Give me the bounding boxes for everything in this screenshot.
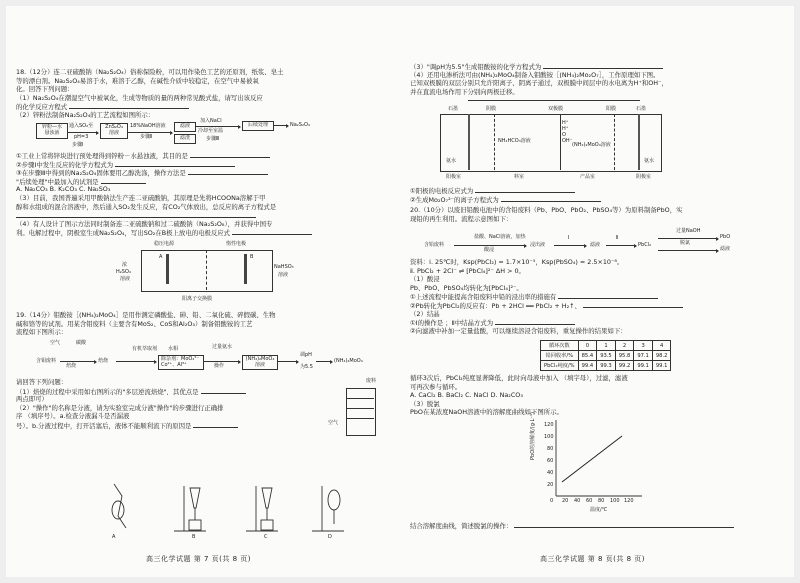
q18-3-1: （3）目前，我国普遍采用甲酸钠法生产连二亚硫酸钠，其原理是先将HCOONa溶解于甲: [16, 193, 266, 202]
flow-label: 过量氨水: [212, 344, 233, 350]
q18-line-5: 的化学反应方程式: [16, 103, 68, 111]
q19-4-3: 并在直流电场作用下分别向两极迁移。: [410, 87, 519, 96]
flow-product: (NH₄)₂MoO₄: [334, 358, 363, 364]
electrode-a-label: A: [159, 254, 163, 260]
q18-2-4: "后续处理"中最加入的试剂是: [16, 177, 99, 186]
furnace-body: [346, 388, 376, 436]
flow-label: 步骤Ⅰ: [72, 142, 84, 148]
table-header-cell: 4: [652, 341, 671, 351]
x-tick: 100: [610, 498, 620, 504]
membrane-label: 双极膜: [548, 106, 564, 112]
q18-line-4: （1）Na₂S₂O₄在潮湿空气中被氧化，生成等物质的量的两种常见酸式盐，请写出该反应: [16, 93, 263, 102]
page-7: [16, 6, 398, 577]
furnace-layer: [346, 398, 374, 399]
flow-product: Na₂S₂O₄: [290, 122, 310, 128]
flow-label: 加入NaCl: [200, 118, 222, 124]
q20-data-2: ⅱ. PbCl₂ + 2Cl⁻ ⇌ [PbCl₄]²⁻ ΔH > 0。: [410, 266, 525, 275]
q20-1-a: Pb、PbO、PbSO₄均转化为[PbCl₄]²⁻。: [410, 283, 523, 292]
flow-box-ammonium: (NH₄)₂MoO₄ 溶液: [242, 355, 278, 370]
chamber-label: 氨水: [446, 158, 457, 164]
apparatus-label: A: [112, 534, 116, 540]
flow-box-filtrate2: 滤液: [720, 246, 731, 252]
flow-box-filtrate: 滤液: [174, 122, 196, 132]
q19-4-2: 已知双极膜的双层分别只允许阳离子、阴离子通过，双极膜中间层中的水电离为H⁺和OH⁻，: [410, 79, 668, 88]
flow-arrow: [60, 361, 96, 362]
q19-2-5: 号）。b.分液过程中，打开活塞后，液体不能顺利流下的原因是: [16, 421, 192, 430]
q19-4b: ②生成Mo₂O₇²⁻的离子方程式为: [410, 195, 499, 204]
q18-intro: [16, 68, 396, 120]
answer-blank[interactable]: [514, 521, 634, 528]
flow-arrow: [658, 238, 718, 239]
answer-blank[interactable]: [190, 151, 270, 158]
q20-intro: [410, 206, 790, 223]
table-cell: 85.4: [578, 351, 597, 361]
q20-line-2: 现铅的再生利用。流程示意图如下：: [410, 214, 513, 223]
apparatus-c: [246, 486, 278, 531]
answer-blank[interactable]: [558, 292, 658, 299]
cell-label: 惰性电极: [226, 241, 247, 247]
flow-label: pH=3: [74, 134, 89, 140]
cell-label: H₂SO₄: [116, 269, 131, 275]
chamber-label: (NH₄)₂MoO₄溶液: [572, 142, 611, 148]
membrane-yin: [494, 114, 495, 170]
table-cell: 铅回收率/%: [541, 351, 579, 361]
table-row: [541, 351, 671, 361]
y-tick: 60: [547, 458, 554, 464]
table-cell: 99.3: [597, 361, 616, 371]
flow-box-zns2o4: ZnS₂O₄ 溶液: [100, 123, 128, 139]
flow-box-post: 后续处理: [242, 121, 274, 131]
q19-4-1: （4）还用电渗析法可由(NH₄)₂MoO₄制备入钼酸铵［(NH₄)₂Mo₂O₇］，工作原理如下图。: [410, 70, 660, 79]
electrode-a: [166, 254, 169, 284]
answer-blank[interactable]: [101, 177, 146, 184]
flow-label: 脱氯: [680, 240, 691, 246]
flow-label: 为5.5: [300, 364, 313, 370]
q20-last-line: 结合溶解度曲线，简述脱氯的操作：: [410, 522, 513, 530]
q19-2-3: （2）"操作"的名称是分液，请为实验室完成分液"操作"的步骤进行正确排: [16, 403, 224, 412]
q19-2-0: 请回答下列问题：: [16, 378, 68, 386]
flow-label: Ⅰ: [568, 235, 570, 241]
q20-body-2: [410, 374, 790, 417]
room-label: 料室: [514, 174, 525, 180]
apparatus-a: [112, 484, 126, 528]
table-cell: 99.1: [652, 361, 671, 371]
membrane-label: 阳膜: [606, 106, 617, 112]
answer-blank[interactable]: [69, 102, 189, 109]
flow-arrow: [606, 245, 636, 246]
membrane-yang: [614, 114, 615, 170]
flow-label: 步骤Ⅱ: [140, 134, 153, 140]
flow-arrow: [128, 132, 172, 133]
flow-box-leach: 浸出液: [530, 242, 546, 248]
table-cell: 98.2: [652, 351, 671, 361]
flow-product: PbO: [720, 234, 731, 240]
q19-3: （3）"调pH为5.5"生成钼酸铵的化学方程式为: [410, 63, 542, 71]
table-cell: 95.8: [615, 351, 634, 361]
flow-label: 冷却至室温: [198, 128, 224, 134]
table-header-cell: 0: [578, 341, 597, 351]
answer-blank[interactable]: [16, 211, 136, 218]
chamber-label: H⁺ H⁺ O OH⁻: [562, 120, 573, 144]
q20-line-1: 20.（10分）以废旧铅酸电池中的含铅废料（Pb、PbO、PbO₂、PbSO₄等）为原料制备PbO，实: [410, 206, 683, 214]
q19-questions: [16, 378, 326, 430]
q18-2-3: ③在步骤Ⅲ中得到的Na₂S₂O₄固体要用乙醇洗涤，操作方法是: [16, 169, 186, 177]
flow-box-impurity: 除杂剂：MoO₄²⁻ Co²⁺、Al³⁺: [158, 355, 204, 370]
flow-label: 操作: [214, 363, 225, 369]
cell-label: 稳压电源: [154, 241, 175, 247]
apparatus-label: B: [192, 534, 196, 540]
q20-3-a: 循环3次后，PbCl₂纯度显著降低，此时向母液中加入 （填字母），过滤，滤液: [410, 374, 628, 382]
flow-arrow: [316, 361, 332, 362]
x-tick: 120: [624, 498, 634, 504]
cell-label: 浓: [122, 262, 128, 268]
answer-blank[interactable]: [475, 186, 575, 193]
flow-label: 通入SO₂至: [69, 123, 94, 129]
table-cell: 99.4: [578, 361, 597, 371]
q20-2-b: ②向滤液中补加一定量盐酸，可以继续溶浸含铅废料，重复操作的结果如下：: [410, 326, 627, 335]
electrode-label: 石墨: [448, 106, 459, 112]
flow-label: 焙烧: [66, 363, 77, 369]
q20-3-c: PbO在某浓度NaOH溶液中的溶解度曲线如下图所示。: [410, 408, 563, 417]
membrane-line: [206, 250, 207, 290]
q18-2-2: ②步骤Ⅰ中发生反应的化学方程式为: [16, 160, 114, 169]
answer-blank[interactable]: [136, 211, 256, 218]
flow-arrow: [278, 361, 298, 362]
flow-box-filtrate: 滤液: [590, 242, 601, 248]
graph-ylabel: PbO的溶解度/(g·L⁻¹): [530, 412, 536, 460]
q20-2: （2）结晶: [410, 309, 440, 318]
q18-line-1: 18.（12分）连二亚硫酸钠（Na₂S₂O₄）俗称保险粉，可以用作染色工艺的还原剂，纸浆、皂土: [16, 68, 284, 76]
solubility-curve: [562, 436, 622, 482]
table-row: [541, 361, 671, 371]
page-footer-7: 高三化学试题 第 7 页(共 8 页): [146, 555, 251, 563]
furnace-label: 废料: [366, 378, 377, 384]
answer-blank[interactable]: [501, 195, 601, 202]
flow-arrow: [274, 125, 288, 126]
answer-blank[interactable]: [188, 168, 268, 175]
flow-label: 空气: [50, 340, 61, 346]
q19-intro: [16, 311, 396, 337]
table-row: [541, 341, 671, 351]
q20-1-c: ②Pb转化为PbCl₂的反应有：Pb + 2HCl ══ PbCl₂ + H₂↑、: [410, 301, 581, 310]
answer-blank[interactable]: [115, 160, 235, 167]
q18-2-1: ①工业上常将锌块进行预处理得到锌粉－水悬浊液，其目的是: [16, 152, 188, 160]
cell-label: 溶液: [120, 276, 131, 282]
flow-box-water: 水相: [168, 346, 179, 352]
membrane-label: 阴膜: [486, 106, 497, 112]
answer-blank[interactable]: [232, 228, 312, 235]
q19-4-answers: [410, 186, 790, 203]
y-tick: 20: [547, 482, 554, 488]
flow-arrow: [116, 361, 156, 362]
flow-box-waste: 含铅废料: [424, 242, 445, 248]
table-cell: 99.1: [634, 361, 653, 371]
q20-body: [410, 258, 790, 335]
origin-label: 0: [550, 498, 554, 504]
electrode-label: 石墨: [636, 106, 647, 112]
flow-arrow: [454, 245, 526, 246]
q18-line-6: （2）锌粉法制备Na₂S₂O₄的工艺流程如图所示：: [16, 110, 155, 119]
y-tick: 40: [547, 470, 554, 476]
flow-box-zinc: 锌粉—水 悬浊液: [36, 123, 68, 139]
flow-arrow: [204, 361, 240, 362]
chamber-label: NH₄HCO₃溶液: [498, 138, 531, 144]
q18-line-2: 等的漂白剂。Na₂S₂O₄易溶于水，难溶于乙醇，在碱性介质中较稳定，在空气中易被氧: [16, 76, 259, 85]
cell-label: 溶液: [278, 272, 289, 278]
x-tick: 40: [574, 498, 581, 504]
q18-sub2: [16, 151, 396, 237]
flow-label: 步骤Ⅲ: [206, 136, 220, 142]
table-cell: 99.2: [615, 361, 634, 371]
table-cell: 97.1: [634, 351, 653, 361]
answer-blank[interactable]: [543, 62, 663, 69]
y-tick: 120: [544, 422, 554, 428]
electrode-b-label: B: [250, 254, 254, 260]
furnace-layer: [346, 408, 374, 409]
table-cell: PbCl₂纯度/%: [541, 361, 579, 371]
q18-3-2: 醇和水组成的混合溶液中，然后通入SO₂发生反应，有CO₂气体放出，总反应的离子方程式是: [16, 202, 277, 211]
flow-box-residue: 滤渣: [174, 134, 196, 144]
flow-label: 调pH: [300, 352, 312, 358]
page-8: [410, 6, 792, 577]
flow-arrow: [196, 126, 240, 127]
flow-label: 酸浸: [484, 247, 495, 253]
x-tick: 20: [562, 498, 569, 504]
table-header-cell: 2: [615, 341, 634, 351]
flow-arrow: [658, 250, 718, 251]
q19-2-4: 序 （填序号）。a.检查分液漏斗是否漏液: [16, 412, 130, 421]
flow-box-waste: 含钼废料: [36, 358, 57, 364]
apparatus-label: C: [264, 534, 268, 540]
q18-4-2: 利。电解过程中，阴极室生成Na₂S₂O₄，写出SO₂在B极上放电的电极反应式: [16, 229, 231, 237]
apparatus-d: [312, 486, 344, 531]
q18-4-1: （4）有人设计了图示方法同时制备连二亚硫酸钠和过二硫酸钠（Na₂S₂O₈），并获得中国专: [16, 219, 273, 228]
apparatus-b: [174, 486, 206, 531]
x-tick: 60: [586, 498, 593, 504]
apparatus-svg: [96, 476, 376, 546]
q19-2-1: （1）焙烧的过程中采用如右图所示的"多层逆流焙烧"，其优点是: [16, 387, 199, 396]
answer-blank[interactable]: [495, 318, 575, 325]
q20-3: （3）脱氯: [410, 399, 440, 408]
page-footer-8: 高三化学试题 第 8 页(共 8 页): [540, 555, 645, 563]
q20-3-b: 可再次参与循环。: [410, 382, 462, 391]
wire: [468, 100, 640, 101]
furnace-label: 空气: [328, 420, 339, 426]
q20-1: （1）酸浸: [410, 275, 440, 284]
q19-cont: [410, 62, 790, 96]
q20-1-b: ①上述流程中能提高含铅废料中铅的浸出率的措施有: [410, 293, 557, 301]
flow-label: 18%NaOH溶液: [130, 123, 166, 129]
answer-blank[interactable]: [201, 387, 246, 394]
room-label: 产品室: [580, 174, 596, 180]
q19-line-2: 碱和铬等的试剂。用某含钼废料（主要含有MoS₂、CoS和Al₂O₃）制备钼酸铵的工艺: [16, 319, 253, 328]
q19-2-2: 两点即可）: [16, 395, 48, 404]
anode-bar: [468, 114, 470, 170]
graph-xlabel: 温度/℃: [590, 507, 608, 513]
answer-blank[interactable]: [193, 421, 238, 428]
cell-label: NaHSO₃: [274, 264, 294, 270]
q20-last: [410, 521, 790, 530]
exam-sheet: [6, 6, 794, 577]
flow-label: 盐酸、NaCl溶液，加热: [474, 234, 526, 240]
flow-box-pbcl2: PbCl₂: [638, 242, 652, 248]
q18-options: A. Na₂CO₃ B. K₂CO₃ C. Na₂SO₃: [16, 185, 111, 194]
q19-line-1: 19.（14分）钼酸铵［(NH₄)₂MoO₄］是用作测定磷酸盐、砷、铅、二氧化硫、碎假碳、生物: [16, 311, 276, 319]
q18-line-3: 化。回答下列问题：: [16, 85, 74, 94]
y-tick: 80: [547, 446, 554, 452]
dialysis-tank: [440, 114, 662, 172]
q20-2-a: ①Ⅰ的操作是 ；Ⅱ中结晶方式为: [410, 319, 494, 327]
q19-line-3: 流程如下图所示：: [16, 328, 68, 337]
flow-box-roast: 焙烧: [98, 358, 109, 364]
flow-arrow: [554, 245, 586, 246]
flow-label: 有机萃取剂: [132, 346, 158, 352]
room-label: 阴极室: [636, 174, 652, 180]
y-tick: 100: [544, 434, 554, 440]
cell-label: 阳离子交换膜: [182, 296, 213, 302]
flow-label: 碳酸: [76, 340, 87, 346]
flow-label: 过量NaOH: [676, 228, 701, 234]
flow-label: Ⅱ: [616, 235, 619, 241]
answer-blank[interactable]: [634, 521, 734, 528]
table-header-cell: 循环次数: [541, 341, 579, 351]
electrode-b: [244, 254, 247, 284]
membrane-bipolar: [560, 114, 561, 170]
room-label: 阳极室: [446, 174, 462, 180]
cathode-bar: [638, 114, 640, 170]
apparatus-label: D: [328, 534, 332, 540]
flow-arrow: [68, 132, 98, 133]
answer-blank[interactable]: [583, 301, 683, 308]
q19-4a: ①阳极的电极反应式为: [410, 187, 474, 195]
furnace-layer: [346, 418, 374, 419]
x-tick: 80: [598, 498, 605, 504]
q20-data-1: 资料：ⅰ. 25℃时，Ksp(PbCl₂) = 1.7×10⁻⁵，Ksp(PbSO₄) = 2.5×10⁻⁸。: [410, 258, 624, 266]
recovery-table: [540, 340, 671, 371]
q20-options: A. CaCl₂ B. BaCl₂ C. NaCl D. Na₂CO₃: [410, 391, 523, 400]
table-cell: 93.5: [597, 351, 616, 361]
table-header-cell: 3: [634, 341, 653, 351]
chamber-label: 氨水: [644, 158, 655, 164]
table-header-cell: 1: [597, 341, 616, 351]
